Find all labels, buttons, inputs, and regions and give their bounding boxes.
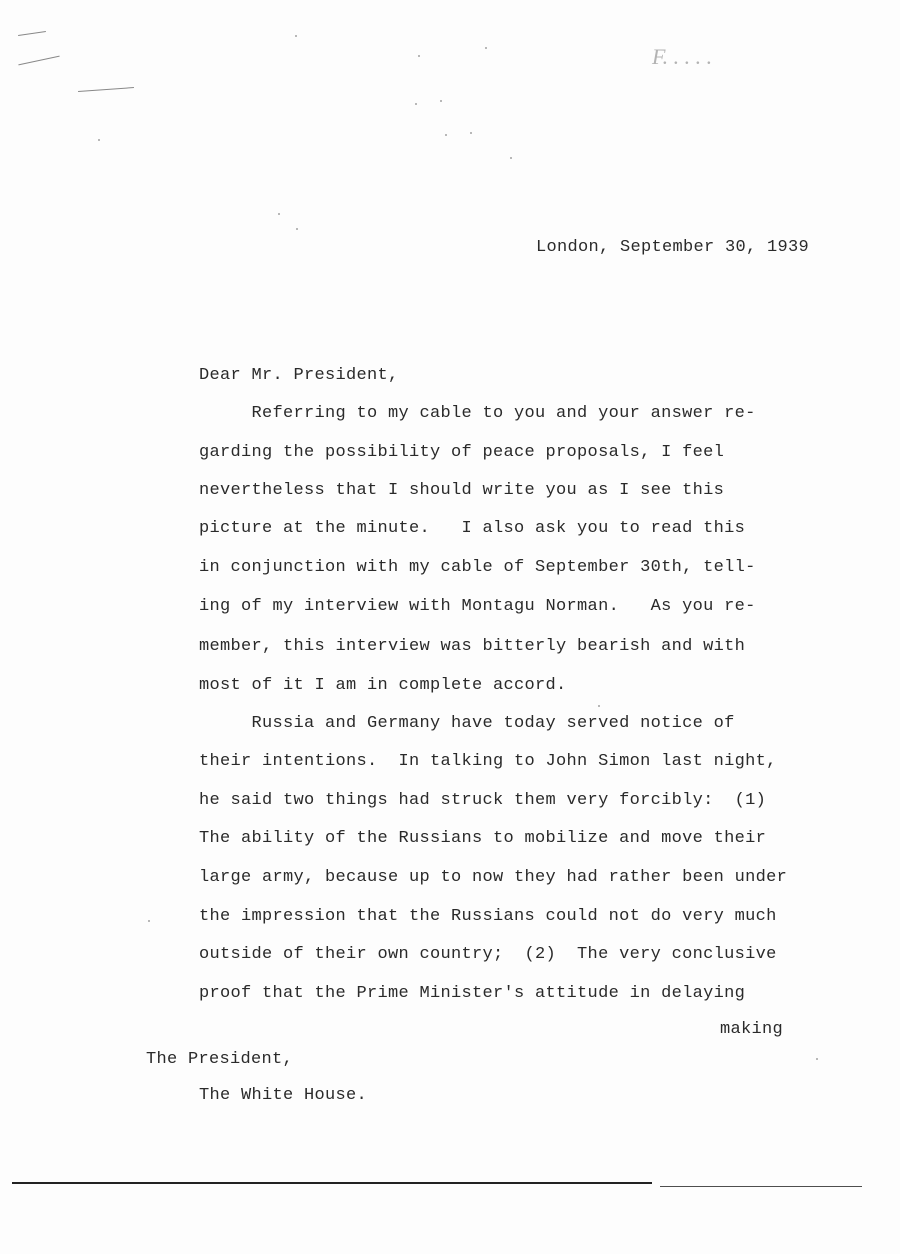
- letter-body-line: their intentions. In talking to John Simon last night,: [199, 752, 777, 771]
- letter-catchword: making: [720, 1020, 784, 1039]
- scan-mark: [18, 56, 59, 66]
- scan-speck: [278, 213, 280, 215]
- scan-speck: [470, 132, 472, 134]
- letter-body-line: ing of my interview with Montagu Norman. As you re-: [199, 597, 756, 616]
- scan-speck: [418, 55, 420, 57]
- letter-body-line: proof that the Prime Minister's attitude in delaying: [199, 984, 746, 1003]
- page-edge-line: [660, 1186, 862, 1187]
- scan-speck: [98, 139, 100, 141]
- page-edge-line: [12, 1182, 652, 1184]
- letter-body-line: nevertheless that I should write you as I see this: [199, 481, 725, 500]
- scan-speck: [598, 705, 600, 707]
- scan-speck: [296, 228, 298, 230]
- scan-speck: [440, 100, 442, 102]
- letter-body-line: picture at the minute. I also ask you to read this: [199, 519, 746, 538]
- letter-body-line: in conjunction with my cable of September 30th, tell-: [199, 558, 756, 577]
- letter-salutation: Dear Mr. President,: [199, 366, 399, 385]
- letter-body-line: outside of their own country; (2) The very conclusive: [199, 945, 777, 964]
- letter-addressee-line: The White House.: [199, 1086, 368, 1105]
- letter-body-line: Russia and Germany have today served notice of: [199, 714, 735, 733]
- letter-body-line: large army, because up to now they had rather been under: [199, 868, 788, 887]
- letter-body-line: the impression that the Russians could not do very much: [199, 907, 777, 926]
- letter-body-line: The ability of the Russians to mobilize and move their: [199, 829, 767, 848]
- scan-speck: [148, 920, 150, 922]
- scan-mark: [78, 87, 134, 92]
- scan-speck: [295, 35, 297, 37]
- scan-speck: [816, 1058, 818, 1060]
- scan-mark: [18, 31, 46, 36]
- letter-addressee-line: The President,: [146, 1050, 294, 1069]
- letter-body-line: he said two things had struck them very forcibly: (1): [199, 791, 767, 810]
- letter-body-line: most of it I am in complete accord.: [199, 676, 567, 695]
- scan-speck: [445, 134, 447, 136]
- scan-speck: [510, 157, 512, 159]
- letter-body-line: Referring to my cable to you and your answer re-: [199, 404, 756, 423]
- letter-body-line: garding the possibility of peace proposals, I feel: [199, 443, 725, 462]
- scan-speck: [415, 103, 417, 105]
- letter-date: London, September 30, 1939: [536, 238, 810, 257]
- archive-header-mark: F. . . . .: [652, 44, 713, 69]
- scan-speck: [485, 47, 487, 49]
- letter-body-line: member, this interview was bitterly bearish and with: [199, 637, 746, 656]
